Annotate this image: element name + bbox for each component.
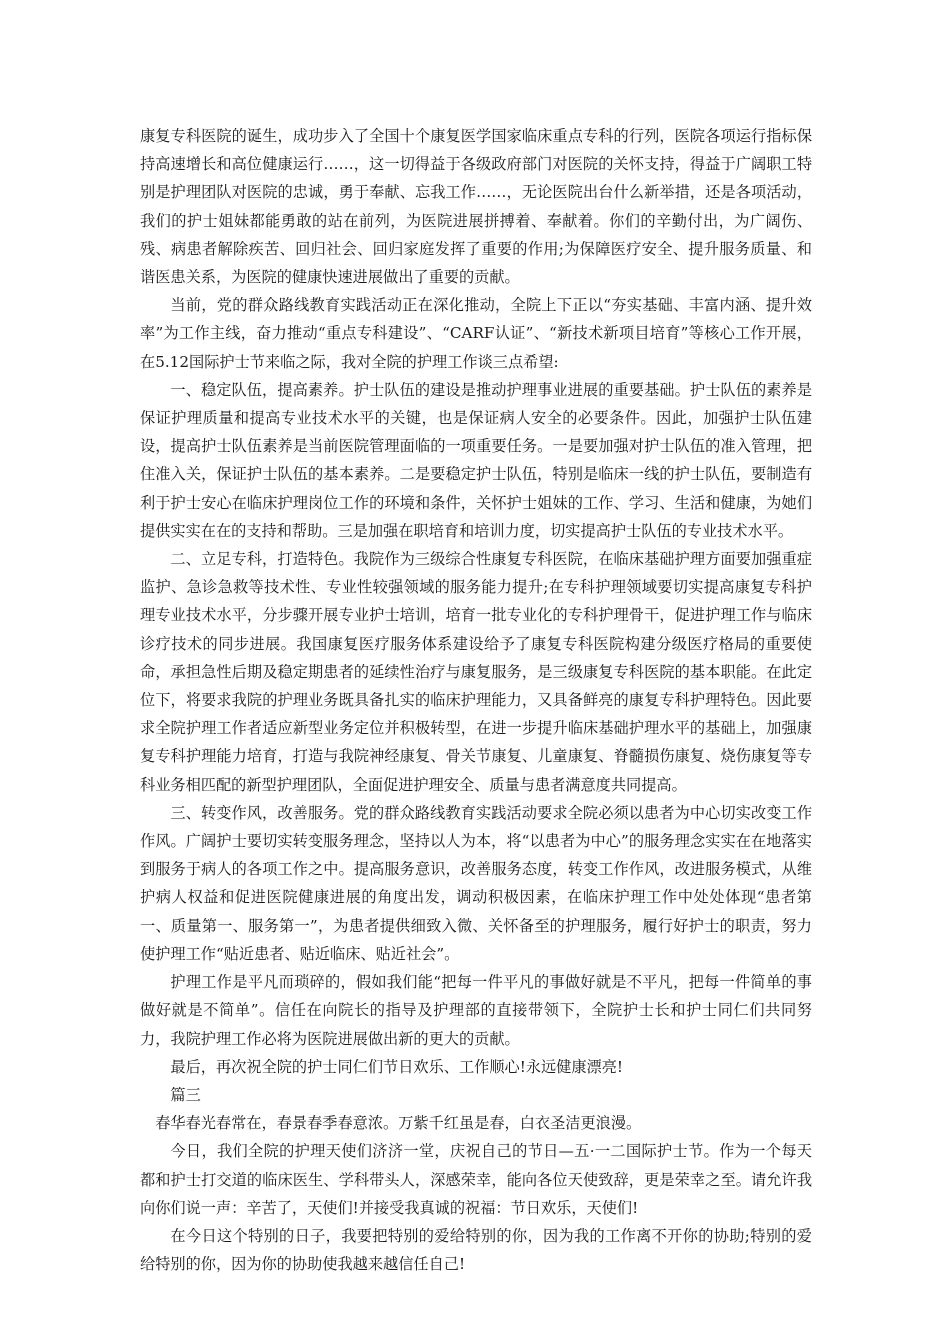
paragraph-hope-two: 二、立足专科，打造特色。我院作为三级综合性康复专科医院，在临床基础护理方面要加强重症监护、急诊急救等技术性、专业性较强领域的服务能力提升;在专科护理领域要切实提高康复专科护理专业技术水平，分步骤开展专业护士培训，培育一批专业化的专科护理骨干，促进护理工作与临床诊疗技术的同步进展。我国康复医疗服务体系建设给予了康复专科医院构建分级医疗格局的重要使命，承担急性后期及稳定期患者的延续性治疗与康复服务，是三级康复专科医院的基本职能。在此定位下，将要求我院的护理业务既具备扎实的临床护理能力，又具备鲜亮的康复专科护理特色。因此要求全院护理工作者适应新型业务定位并积极转型，在进一步提升临床基础护理水平的基础上，加强康复专科护理能力培育，打造与我院神经康复、骨关节康复、儿童康复、脊髓损伤康复、烧伤康复等专科业务相匹配的新型护理团队，全面促进护理安全、质量与患者满意度共同提高。 bbox=[140, 550, 812, 794]
paragraph-spring-verse: 春华春光春常在，春景春季春意浓。万紫千红虽是春，白衣圣洁更浪漫。 bbox=[155, 1114, 642, 1133]
section-heading-part-three: 篇三 bbox=[170, 1085, 201, 1104]
paragraph-special-day: 在今日这个特别的日子，我要把特别的爱给特别的你，因为我的工作离不开你的协助;特别的爱给特别的你，因为你的协助使我越来越信任自己! bbox=[140, 1226, 812, 1274]
paragraph-nursing-work: 护理工作是平凡而琐碎的，假如我们能“把每一件平凡的事做好就是不平凡，把每一件简单的事做好就是不简单”。信任在向院长的指导及护理部的直接带领下，全院护士长和护士同仁们共同努力，我院护理工作必将为医院进展做出新的更大的贡献。 bbox=[140, 973, 812, 1048]
paragraph-current-work: 当前，党的群众路线教育实践活动正在深化推动，全院上下正以“夯实基础、丰富内涵、提升效率”为工作主线，奋力推动“重点专科建设”、“CARF认证”、“新技术新项目培育”等核心工作开展，在5.12国际护士节来临之际，我对全院的护理工作谈三点希望: bbox=[140, 296, 812, 371]
document-body bbox=[140, 122, 812, 1278]
paragraph-hope-one: 一、稳定队伍，提高素养。护士队伍的建设是推动护理事业进展的重要基础。护士队伍的素养是保证护理质量和提高专业技术水平的关键，也是保证病人安全的必要条件。因此，加强护士队伍建设，提高护士队伍素养是当前医院管理面临的一项重要任务。一是要加强对护士队伍的准入管理，把住准入关，保证护士队伍的基本素养。二是要稳定护士队伍，特别是临床一线的护士队伍，要制造有利于护士安心在临床护理岗位工作的环境和条件，关怀护士姐妹的工作、学习、生活和健康，为她们提供实实在在的支持和帮助。三是加强在职培育和培训力度，切实提高护士队伍的专业技术水平。 bbox=[140, 380, 812, 540]
paragraph-today-celebration: 今日，我们全院的护理天使们济济一堂，庆祝自己的节日—五·一二国际护士节。作为一个每天都和护士打交道的临床医生、学科带头人，深感荣幸，能向各位天使致辞，更是荣幸之至。请允许我向你们说一声：辛苦了，天使们!并接受我真诚的祝福：节日欢乐，天使们! bbox=[140, 1142, 812, 1217]
paragraph-hospital-achievements: 康复专科医院的诞生，成功步入了全国十个康复医学国家临床重点专科的行列，医院各项运行指标保持高速增长和高位健康运行……，这一切得益于各级政府部门对医院的关怀支持，得益于广阔职工特别是护理团队对医院的忠诚，勇于奉献、忘我工作……，无论医院出台什么新举措，还是各项活动，我们的护士姐妹都能勇敢的站在前列，为医院进展拼搏着、奉献着。你们的辛勤付出，为广阔伤、残、病患者解除疾苦、回归社会、回归家庭发挥了重要的作用;为保障医疗安全、提升服务质量、和谐医患关系，为医院的健康快速进展做出了重要的贡献。 bbox=[140, 127, 812, 287]
paragraph-closing-wishes: 最后，再次祝全院的护士同仁们节日欢乐、工作顺心!永远健康漂亮! bbox=[170, 1057, 624, 1076]
paragraph-hope-three: 三、转变作风，改善服务。党的群众路线教育实践活动要求全院必须以患者为中心切实改变工作作风。广阔护士要切实转变服务理念，坚持以人为本，将“以患者为中心”的服务理念实实在在地落实到服务于病人的各项工作之中。提高服务意识，改善服务态度，转变工作作风，改进服务模式，从维护病人权益和促进医院健康进展的角度出发，调动积极因素，在临床护理工作中处处体现“患者第一、质量第一、服务第一”，为患者提供细致入微、关怀备至的护理服务，履行好护士的职责，努力使护理工作“贴近患者、贴近临床、贴近社会”。 bbox=[140, 803, 812, 963]
